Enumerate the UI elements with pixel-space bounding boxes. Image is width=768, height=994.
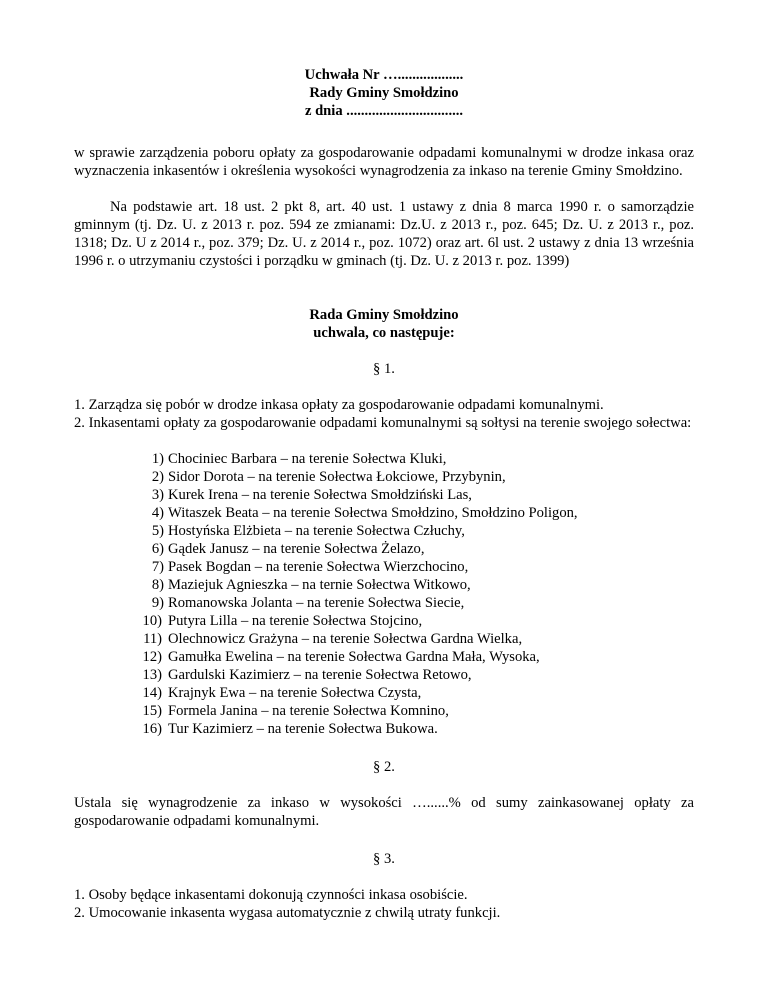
list-item — [74, 666, 694, 684]
list-item-number: 10) — [142, 613, 162, 629]
document-page — [74, 66, 694, 922]
section-3 — [74, 886, 694, 922]
resolution-subject: w sprawie zarządzenia poboru opłaty za gospodarowanie odpadami komunalnymi w drodze inkasa oraz wyznaczenia inkasentów i określenia wysokości wynagrodzenia za inkaso na terenie Gminy Smołdzino. — [74, 145, 694, 179]
list-item-text: Gardulski Kazimierz – na terenie Sołectwa Retowo, — [168, 667, 472, 683]
list-item — [74, 504, 694, 522]
resolution-date: z dnia ................................ — [304, 103, 464, 119]
list-item-text: Hostyńska Elżbieta – na terenie Sołectwa Człuchy, — [168, 523, 465, 539]
list-item-number: 12) — [142, 649, 162, 665]
list-item-text: Gądek Janusz – na terenie Sołectwa Żelazo, — [168, 541, 425, 557]
list-item-number: 8) — [151, 577, 164, 593]
section-1 — [74, 396, 694, 738]
list-item — [74, 648, 694, 666]
list-item-text: Olechnowicz Grażyna – na terenie Sołectwa Gardna Wielka, — [168, 631, 523, 647]
list-item-text: Kurek Irena – na terenie Sołectwa Smołdziński Las, — [168, 487, 472, 503]
section-3-sign: § 3. — [373, 851, 395, 867]
list-item — [74, 630, 694, 648]
list-item-number: 11) — [143, 631, 162, 647]
list-item-number: 6) — [151, 541, 164, 557]
resolution-header — [74, 66, 694, 120]
list-item-number: 13) — [142, 667, 162, 683]
list-item-number: 14) — [142, 685, 162, 701]
resolution-issuer: Rady Gminy Smołdzino — [309, 85, 459, 101]
list-item — [74, 612, 694, 630]
list-item-text: Pasek Bogdan – na terenie Sołectwa Wierzchocino, — [168, 559, 469, 575]
list-item — [74, 720, 694, 738]
list-item-text: Maziejuk Agnieszka – na ternie Sołectwa Witkowo, — [168, 577, 471, 593]
list-item-number: 4) — [151, 505, 164, 521]
list-item — [74, 594, 694, 612]
list-item-text: Tur Kazimierz – na terenie Sołectwa Bukowa. — [168, 721, 438, 737]
list-item-text: Sidor Dorota – na terenie Sołectwa Łokciowe, Przybynin, — [168, 469, 506, 485]
section-2-text: Ustala się wynagrodzenie za inkaso w wysokości …......% od sumy zainkasowanej opłaty za gospodarowanie odpadami komunalnymi. — [74, 795, 694, 829]
list-item-number: 5) — [151, 523, 164, 539]
section-1-point-1: 1. Zarządza się pobór w drodze inkasa opłaty za gospodarowanie odpadami komunalnymi. — [74, 397, 604, 413]
list-item-number: 16) — [142, 721, 162, 737]
list-item — [74, 486, 694, 504]
list-item-text: Formela Janina – na terenie Sołectwa Komnino, — [168, 703, 449, 719]
list-item-number: 15) — [142, 703, 162, 719]
list-item-text: Chociniec Barbara – na terenie Sołectwa Kluki, — [168, 451, 447, 467]
list-item — [74, 450, 694, 468]
list-item — [74, 522, 694, 540]
list-item-text: Gamułka Ewelina – na terenie Sołectwa Gardna Mała, Wysoka, — [168, 649, 540, 665]
list-item — [74, 558, 694, 576]
list-item — [74, 540, 694, 558]
legal-basis: Na podstawie art. 18 ust. 2 pkt 8, art. 40 ust. 1 ustawy z dnia 8 marca 1990 r. o samorządzie gminnym (tj. Dz. U. z 2013 r. poz. 594 ze zmianami: Dz.U. z 2013 r., poz. 645; Dz. U. z 2013 r., poz. 1318; Dz. U z 2014 r., poz. 379; Dz. U. z 2014 r., poz. 1072) oraz art. 6l ust. 2 ustawy z dnia 13 września 1996 r. o utrzymaniu czystości i porządku w gminach (tj. Dz. U. z 2013 r. poz. 1399) — [74, 199, 694, 269]
list-item — [74, 702, 694, 720]
list-item-text: Romanowska Jolanta – na terenie Sołectwa Siecie, — [168, 595, 465, 611]
council-resolves: uchwala, co następuje: — [313, 325, 455, 341]
council-name: Rada Gminy Smołdzino — [309, 307, 459, 323]
list-item-text: Putyra Lilla – na terenie Sołectwa Stojcino, — [168, 613, 423, 629]
list-item-number: 3) — [151, 487, 164, 503]
list-item-number: 1) — [151, 451, 164, 467]
section-1-sign: § 1. — [373, 361, 395, 377]
list-item — [74, 468, 694, 486]
section-3-point-2: 2. Umocowanie inkasenta wygasa automatycznie z chwilą utraty funkcji. — [74, 905, 501, 921]
list-item-number: 7) — [151, 559, 164, 575]
list-item-number: 2) — [151, 469, 164, 485]
section-1-point-2: 2. Inkasentami opłaty za gospodarowanie odpadami komunalnymi są sołtysi na terenie swojego sołectwa: — [74, 415, 692, 431]
collectors-list — [74, 450, 694, 738]
council-statement — [74, 306, 694, 342]
list-item-text: Witaszek Beata – na terenie Sołectwa Smołdzino, Smołdzino Poligon, — [168, 505, 578, 521]
section-2-sign: § 2. — [373, 759, 395, 775]
list-item — [74, 576, 694, 594]
list-item-text: Krajnyk Ewa – na terenie Sołectwa Czysta, — [168, 685, 422, 701]
section-3-point-1: 1. Osoby będące inkasentami dokonują czynności inkasa osobiście. — [74, 887, 468, 903]
resolution-number: Uchwała Nr ….................. — [304, 67, 464, 83]
list-item — [74, 684, 694, 702]
list-item-number: 9) — [151, 595, 164, 611]
